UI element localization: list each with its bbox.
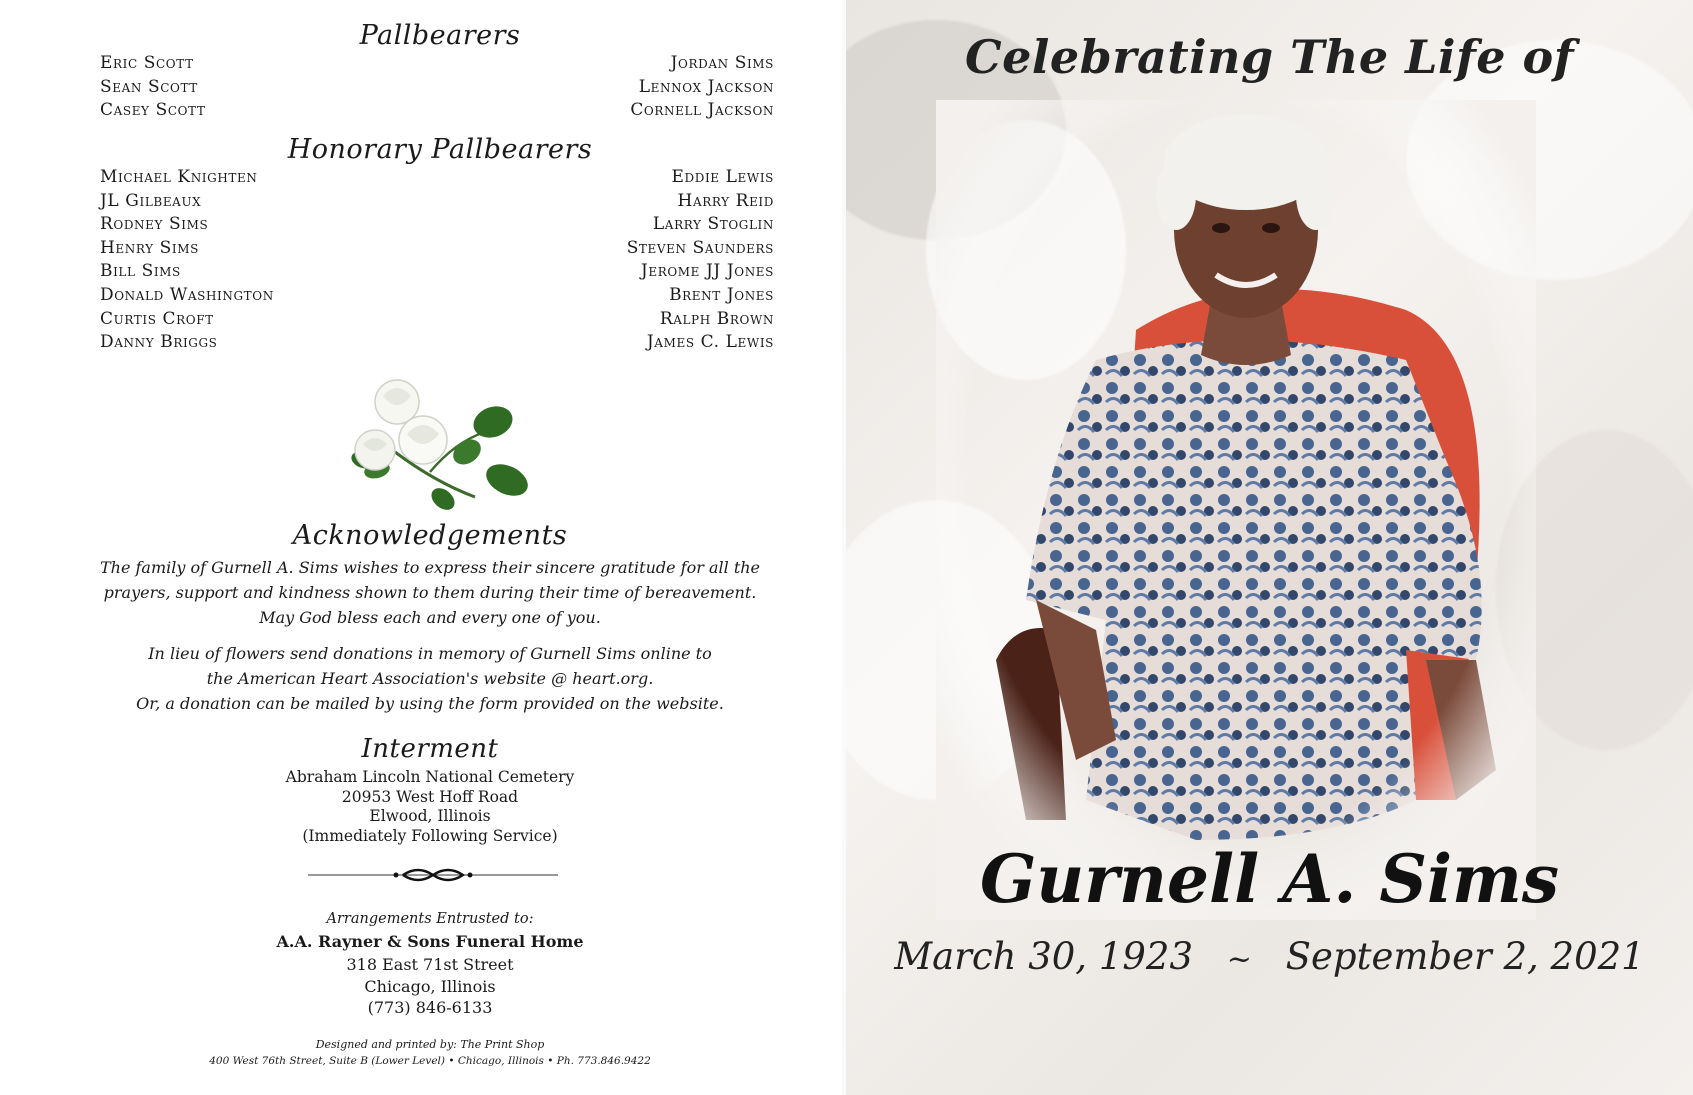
honorary-right-list [627,166,774,355]
arrangements-label: Arrangements Entrusted to: [326,911,534,927]
ornament-divider [308,865,558,885]
printer-credit: Designed and printed by: The Print Shop [315,1038,545,1051]
list-item: Danny Briggs [100,332,218,353]
funeral-home-name: A.A. Rayner & Sons Funeral Home [276,932,584,951]
program-cover-page [846,0,1693,1095]
list-item: Rodney Sims [100,214,209,235]
list-item: Larry Stoglin [652,214,774,235]
list-item: Henry Sims [100,237,199,258]
date-separator: ~ [1226,942,1252,977]
list-item: Steven Saunders [626,237,774,258]
list-item: Sean Scott [100,76,198,97]
deceased-name: Gurnell A. Sims [979,840,1560,918]
list-item: Brent Jones [669,284,774,305]
list-item: James C. Lewis [646,332,774,353]
list-item: Bill Sims [100,261,181,282]
list-item: Eddie Lewis [671,167,774,187]
interment-details: Abraham Lincoln National Cemetery 20953 West Hoff Road Elwood, Illinois (Immediately Following Service) [285,768,575,845]
life-dates [846,935,1693,978]
pallbearers-heading: Pallbearers [359,20,521,51]
printer-address: 400 West 76th Street, Suite B (Lower Level) • Chicago, Illinois • Ph. 773.846.9422 [209,1055,651,1067]
list-item: Jerome JJ Jones [640,261,774,282]
list-item: Cornell Jackson [630,100,774,121]
list-item: Curtis Croft [100,308,214,329]
white-rose-icon [335,372,535,514]
list-item: Harry Reid [677,190,774,211]
portrait-photo [936,100,1536,920]
list-item: JL Gilbeaux [100,190,202,211]
acknowledgements-heading: Acknowledgements [292,520,568,551]
pallbearers-left-list [100,52,205,123]
honorary-left-list [100,166,274,355]
list-item: Jordan Sims [670,53,774,73]
pallbearers-right-list [630,52,774,123]
list-item: Casey Scott [100,100,206,121]
death-date: September 2, 2021 [1285,935,1645,978]
list-item: Eric Scott [100,53,194,73]
program-back-page [0,0,842,1095]
cover-title: Celebrating The Life of [965,30,1574,84]
interment-heading: Interment [361,734,499,764]
list-item: Ralph Brown [659,308,774,329]
funeral-home-address: 318 East 71st Street Chicago, Illinois (773) 846-6133 [346,955,514,1017]
list-item: Donald Washington [100,284,274,305]
acknowledgements-text: The family of Gurnell A. Sims wishes to express their sincere gratitude for all the prayers, support and kindness shown to them during their time of bereavement. May God bless each and every one of you. [99,558,761,627]
honorary-pallbearers-heading: Honorary Pallbearers [287,134,593,165]
list-item: Lennox Jackson [638,76,774,97]
donation-text: In lieu of flowers send donations in memory of Gurnell Sims online to the American Heart Association's website @ heart.org. Or, a donation can be mailed by using the form provided on the website. [136,644,724,713]
list-item: Michael Knighten [100,167,258,187]
birth-date: March 30, 1923 [894,935,1193,978]
